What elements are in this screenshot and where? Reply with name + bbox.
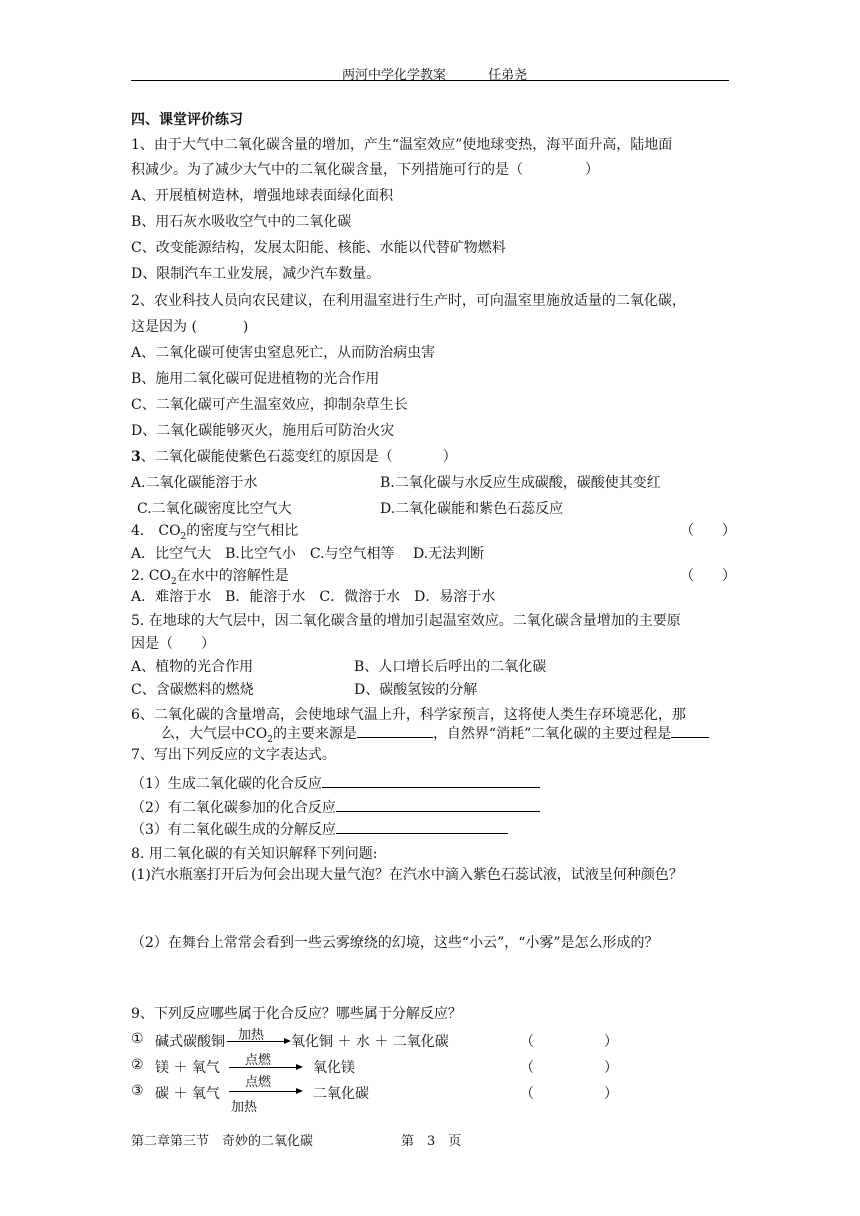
footer-chapter: 第二章第三节 奇妙的二氧化碳 [131,1134,314,1149]
q7-part3-blank[interactable] [336,819,508,834]
q4-stem-post: 的密度与空气相比 [186,523,299,539]
q4b-answer-paren: （ ） [680,568,736,584]
q3-option-c: C.二氧化碳密度比空气大 [137,501,292,517]
q9-r3-answer: （ ） [520,1086,618,1102]
q9-r3-arrow-icon [229,1091,301,1092]
header-author: 任弟尧 [488,68,528,83]
q6-blank-source[interactable] [357,723,433,738]
q6-stem-line2 [161,723,709,745]
q9-r1-reactants: 碱式碳酸铜 [155,1034,225,1050]
q6-blank-process[interactable] [671,723,709,738]
q3-stem [131,446,457,466]
q2-stem-line1: 2、农业科技人员向农民建议，在利用温室进行生产时，可向温室里施放适量的二氧化碳， [131,293,686,309]
q5-option-d: D、碳酸氢铵的分解 [354,682,478,698]
q8-part2: （2）在舞台上常常会看到一些云雾缭绕的幻境，这些“小云”，“小雾”是怎么形成的？ [131,935,659,951]
q9-r3-number: ③ [131,1083,144,1099]
q7-part1-text: （1）生成二氧化碳的化合反应 [131,776,322,792]
q3-stem-text: 、二氧化碳能使紫色石蕊变红的原因是（ [140,449,393,465]
q7-part2 [131,797,540,817]
q7-part3-text: （3）有二氧化碳生成的分解反应 [131,822,336,838]
q3-option-b: B.二氧化碳与水反应生成碳酸，碳酸使其变红 [380,475,661,491]
q9-r1-arrow-icon [227,1041,289,1042]
q9-r3-condition-bottom: 加热 [231,1100,258,1115]
q9-stem: 9、下列反应哪些属于化合反应？哪些属于分解反应？ [131,1006,462,1022]
q1-stem-line2 [131,159,599,179]
q9-r2-products: 氧化镁 [313,1060,355,1076]
q4-subscript: 2 [180,531,187,542]
q9-r2-number: ② [131,1057,144,1073]
q5-option-a: A、植物的光合作用 [131,659,254,675]
q2-stem-line2 [131,316,248,336]
q6-stem-line1: 6、二氧化碳的含量增高，会使地球气温上升，科学家预言，这将使人类生存环境恶化，那 [131,707,686,723]
q9-r2-condition: 点燃 [245,1053,272,1068]
q9-r1-answer: （ ） [520,1034,618,1050]
q8-part1: (1)汽水瓶塞打开后为何会出现大量气泡？在汽水中滴入紫色石蕊试液，试液呈何种颜色？ [131,867,683,883]
q5-stem-line2: 因是（ ） [131,636,215,652]
q5-stem-line1: 5. 在地球的大气层中，因二氧化碳含量的增加引起温室效应。二氧化碳含量增加的主要原 [131,613,681,629]
q7-stem: 7、写出下列反应的文字表达式。 [131,747,336,763]
header-title: 两河中学化学教案 [342,68,447,83]
q4-stem [131,520,298,542]
q6-stem-pre: 么，大气层中CO [161,726,268,742]
q7-part2-blank[interactable] [336,797,540,812]
q4b-stem [131,565,289,587]
q1-paren-close: ） [585,162,599,178]
q3-option-a: A.二氧化碳能溶于水 [131,475,258,491]
q9-r2-arrow-icon [229,1067,301,1068]
q4b-stem-pre: 2. CO [131,568,171,584]
q5-option-b: B、人口增长后呼出的二氧化碳 [354,659,547,675]
q2-option-a: A、二氧化碳可使害虫窒息死亡，从而防治病虫害 [131,345,436,361]
q3-option-d: D.二氧化碳能和紫色石蕊反应 [380,501,564,517]
q4b-subscript: 2 [171,576,177,587]
q2-option-d: D、二氧化碳能够灭火，施用后可防治火灾 [131,423,395,439]
q4b-options: A．难溶于水 B．能溶于水 C．微溶于水 D．易溶于水 [131,589,496,605]
q1-option-d: D、限制汽车工业发展，减少汽车数量。 [131,266,381,282]
q1-option-a: A、开展植树造林，增强地球表面绿化面积 [131,188,394,204]
q4-answer-paren: （ ） [680,523,736,539]
q7-part1-blank[interactable] [322,773,540,788]
q9-r3-condition-top: 点燃 [245,1075,272,1090]
q7-part1 [131,773,540,793]
q6-stem-post: ，自然界“消耗”二氧化碳的主要过程是 [432,726,672,742]
q9-r1-number: ① [131,1031,144,1047]
q9-r3-products: 二氧化碳 [313,1086,369,1102]
q2-stem-text: 这是因为 ( [131,319,197,335]
q9-r2-answer: （ ） [520,1060,618,1076]
q3-paren-close: ） [442,449,457,465]
q7-part3 [131,819,508,839]
q1-stem-line1: 1、由于大气中二氧化碳含量的增加，产生“温室效应”使地球变热，海平面升高，陆地面 [131,137,673,153]
q5-option-c: C、含碳燃料的燃烧 [131,682,254,698]
q6-stem-mid: 的主要来源是 [272,726,357,742]
q1-option-c: C、改变能源结构，发展太阳能、核能、水能以代替矿物燃料 [131,240,506,256]
q9-r2-reactants: 镁 ＋ 氧气 [155,1060,220,1076]
footer-page-number: 第 3 页 [401,1134,462,1149]
q4-stem-pre: 4． CO [131,523,181,539]
q8-stem: 8. 用二氧化碳的有关知识解释下列问题: [131,846,378,862]
q7-part2-text: （2）有二氧化碳参加的化合反应 [131,800,336,816]
q2-option-b: B、施用二氧化碳可促进植物的光合作用 [131,371,380,387]
header-rule [131,80,729,81]
q2-option-c: C、二氧化碳可产生温室效应，抑制杂草生长 [131,397,408,413]
q4b-stem-post: 在水中的溶解性是 [176,568,289,584]
q1-stem-text: 积减少。为了减少大气中的二氧化碳含量，下列措施可行的是（ [131,162,523,178]
q6-subscript: 2 [267,734,273,745]
q3-number: 3 [131,449,141,465]
q9-r3-reactants: 碳 ＋ 氧气 [155,1086,220,1102]
q9-r1-condition: 加热 [238,1028,265,1043]
q1-option-b: B、用石灰水吸收空气中的二氧化碳 [131,214,352,230]
q4-options: A．比空气大 B.比空气小 C.与空气相等 D.无法判断 [131,546,485,562]
q2-paren-close: ) [242,319,249,335]
q9-r1-products: 氧化铜 ＋ 水 ＋ 二氧化碳 [291,1034,449,1050]
section-title: 四、课堂评价练习 [131,112,243,128]
